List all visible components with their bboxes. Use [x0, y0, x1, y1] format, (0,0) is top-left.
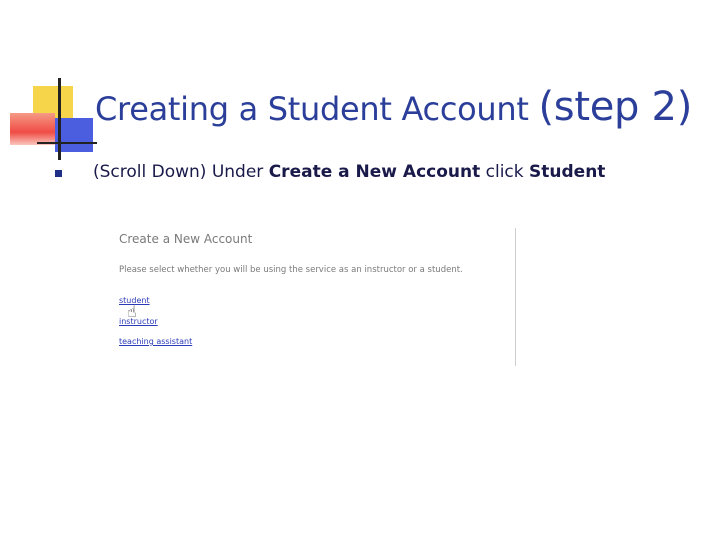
decor-vertical-line	[58, 78, 61, 160]
hand-cursor-icon: ☝	[127, 302, 137, 321]
bullet-square-icon	[55, 170, 62, 177]
slide-title	[95, 84, 692, 130]
bullet-instruction	[93, 162, 605, 182]
slide-title-main: Creating a Student Account	[95, 90, 539, 128]
bullet-middle: click	[480, 162, 530, 182]
decor-red-square	[10, 113, 55, 145]
bullet-bold-student: Student	[529, 162, 606, 182]
slide-title-step: (step 2)	[538, 84, 692, 130]
embedded-screenshot	[115, 222, 520, 372]
bullet-prefix: (Scroll Down) Under	[93, 162, 269, 182]
screenshot-divider	[515, 228, 516, 366]
screenshot-description: Please select whether you will be using the service as an instructor or a student.	[119, 265, 463, 275]
decor-horizontal-line	[37, 142, 97, 144]
instructor-link[interactable]: instructor	[119, 317, 158, 326]
teaching-assistant-link[interactable]: teaching assistant	[119, 337, 193, 346]
screenshot-heading: Create a New Account	[119, 232, 253, 246]
bullet-bold-create-account: Create a New Account	[268, 162, 481, 182]
student-link[interactable]: student	[119, 296, 150, 305]
